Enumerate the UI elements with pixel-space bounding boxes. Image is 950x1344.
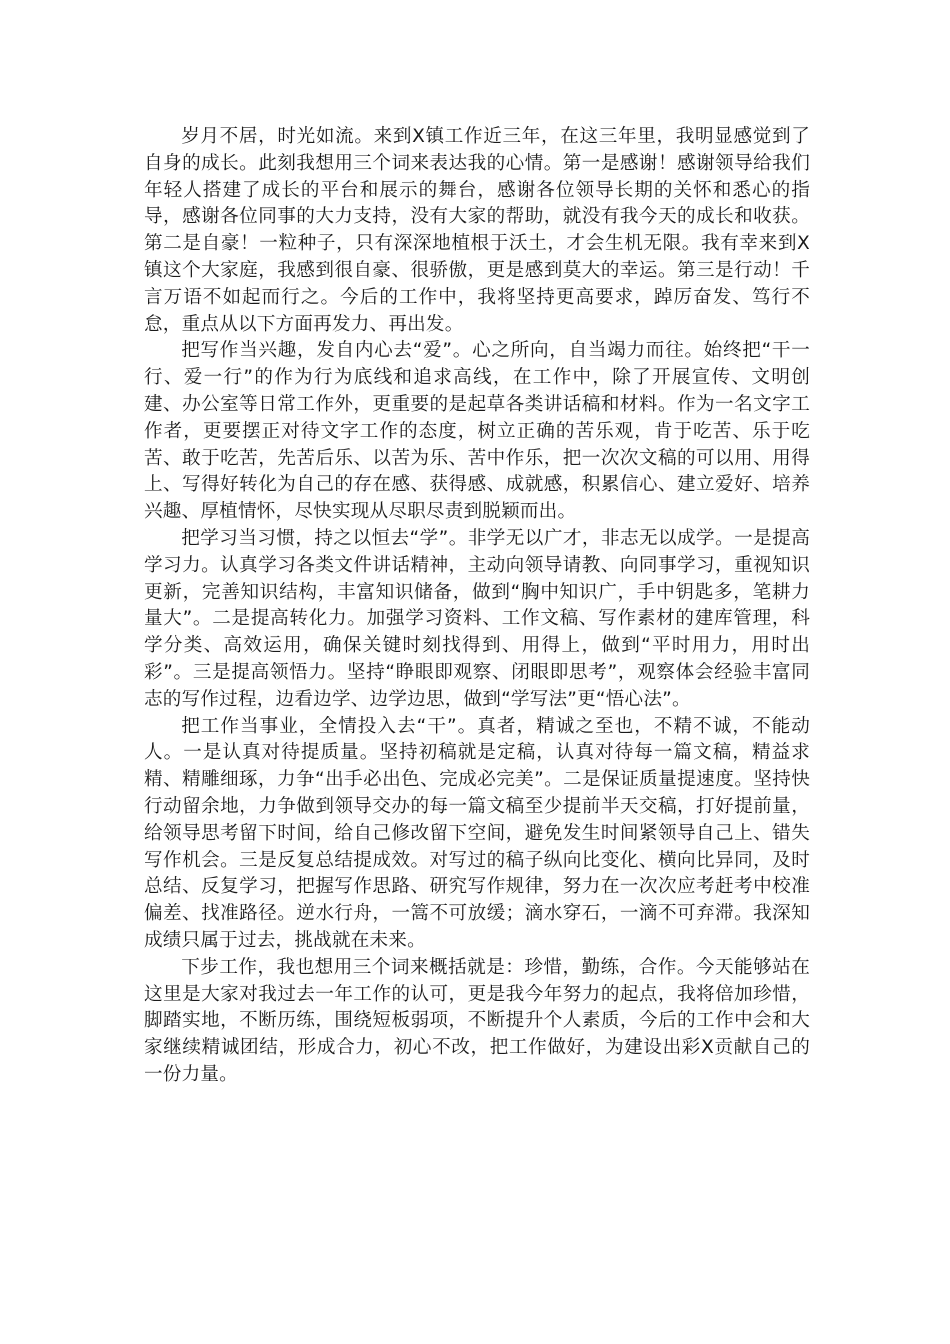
document-body [144,124,810,1089]
paragraph-work: 把工作当事业，全情投入去“干”。真者，精诚之至也，不精不诚，不能动人。一是认真对待提质量。坚持初稿就是定稿，认真对待每一篇文稿，精益求精、精雕细琢，力争“出手必出色、完成必完美”。二是保证质量提速度。坚持快行动留余地，力争做到领导交办的每一篇文稿至少提前半天交稿，打好提前量，给领导思考留下时间，给自己修改留下空间，避免发生时间紧领导自己上、错失写作机会。三是反复总结提成效。对写过的稿子纵向比变化、横向比异同，及时总结、反复学习，把握写作思路、研究写作规律，努力在一次次应考赶考中校准偏差、找准路径。逆水行舟，一篙不可放缓；滴水穿石，一滴不可弃滞。我深知成绩只属于过去，挑战就在未来。 [144,715,810,951]
paragraph-opening: 岁月不居，时光如流。来到X镇工作近三年，在这三年里，我明显感觉到了自身的成长。此刻我想用三个词来表达我的心情。第一是感谢！感谢领导给我们年轻人搭建了成长的平台和展示的舞台，感谢各位领导长期的关怀和悉心的指导，感谢各位同事的大力支持，没有大家的帮助，就没有我今天的成长和收获。第二是自豪！一粒种子，只有深深地植根于沃土，才会生机无限。我有幸来到X镇这个大家庭，我感到很自豪、很骄傲，更是感到莫大的幸运。第三是行动！千言万语不如起而行之。今后的工作中，我将坚持更高要求，踔厉奋发、笃行不怠，重点从以下方面再发力、再出发。 [144,126,810,335]
paragraph-closing: 下步工作，我也想用三个词来概括就是：珍惜，勤练，合作。今天能够站在这里是大家对我过去一年工作的认可，更是我今年努力的起点，我将倍加珍惜，脚踏实地，不断历练，围绕短板弱项，不断提升个人素质，今后的工作中会和大家继续精诚团结，形成合力，初心不改，把工作做好，为建设出彩X贡献自己的一份力量。 [144,956,810,1085]
paragraph-learning: 把学习当习惯，持之以恒去“学”。非学无以广才，非志无以成学。一是提高学习力。认真学习各类文件讲话精神，主动向领导请教、向同事学习，重视知识更新，完善知识结构，丰富知识储备，做到“胸中知识广，手中钥匙多，笔耕力量大”。二是提高转化力。加强学习资料、工作文稿、写作素材的建库管理，科学分类、高效运用，确保关键时刻找得到、用得上，做到“平时用力，用时出彩”。三是提高领悟力。坚持“睁眼即观察、闭眼即思考”，观察体会经验丰富同志的写作过程，边看边学、边学边思，做到“学写法”更“悟心法”。 [144,527,810,710]
paragraph-writing: 把写作当兴趣，发自内心去“爱”。心之所向，自当竭力而往。始终把“干一行、爱一行”的作为行为底线和追求高线，在工作中，除了开展宣传、文明创建、办公室等日常工作外，更重要的是起草各类讲话稿和材料。作为一名文字工作者，更要摆正对待文字工作的态度，树立正确的苦乐观，肯于吃苦、乐于吃苦、敢于吃苦，先苦后乐、以苦为乐、苦中作乐，把一次次文稿的可以用、用得上、写得好转化为自己的存在感、获得感、成就感，积累信心、建立爱好、培养兴趣、厚植情怀，尽快实现从尽职尽责到脱颖而出。 [144,340,810,523]
